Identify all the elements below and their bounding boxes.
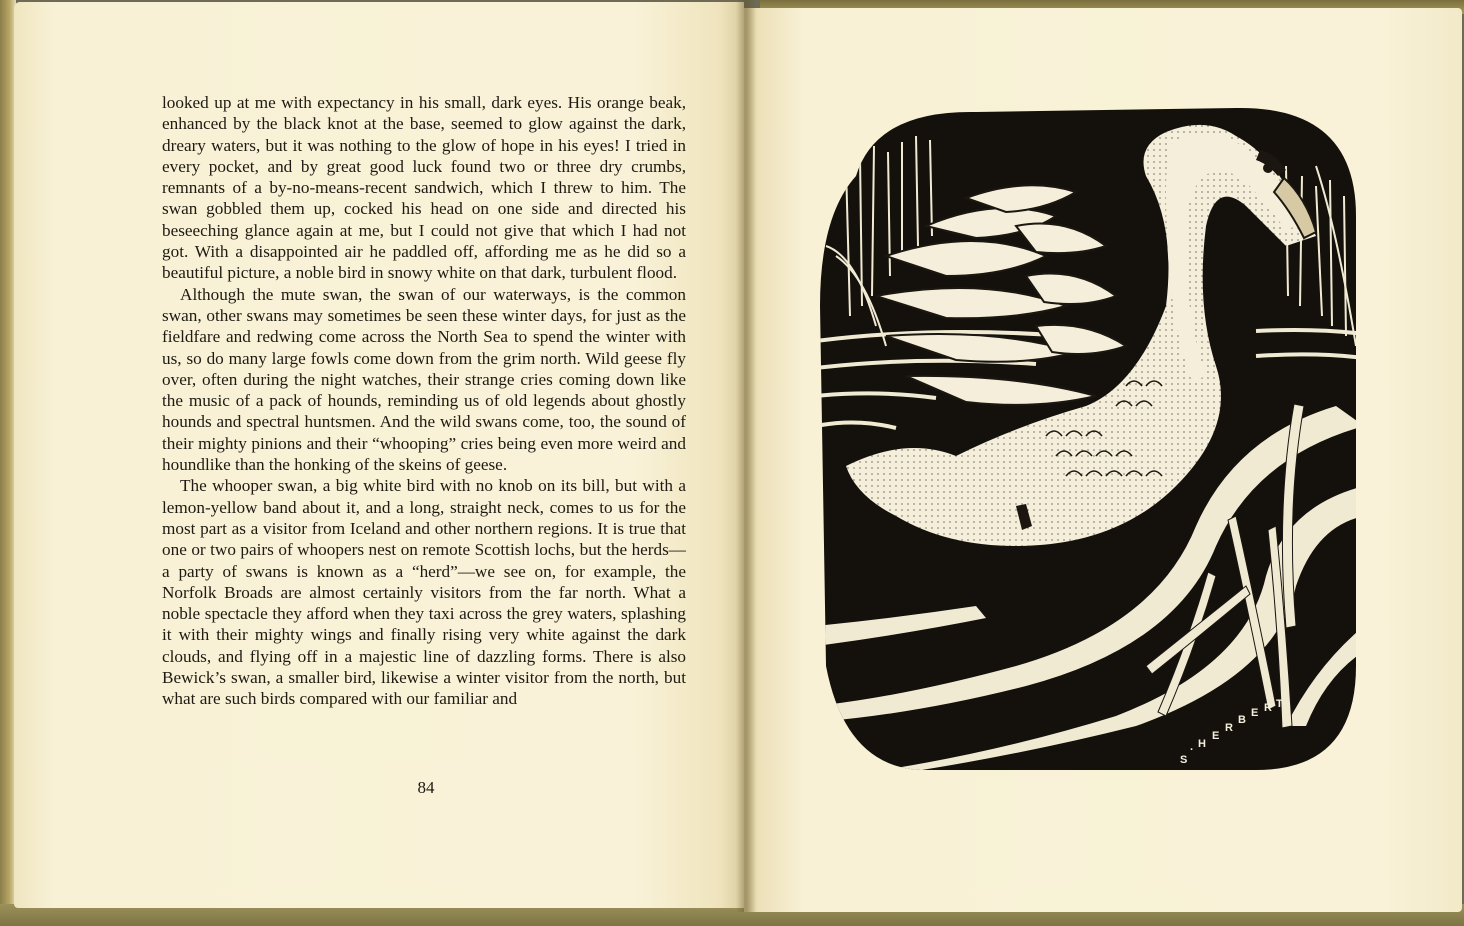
paragraph-1: looked up at me with expectancy in his small, dark eyes. His orange beak, enhanced by the black knot at the base, seemed to glow against the dark, dreary waters, but it was nothing to the glow of hope in his eyes! I tried in every pocket, and by great good luck found two or three dry crumbs, remnants of a by-no-means-recent sandwich, which I threw to him. The swan gobbled them up, cocked his head on one side and directed his beseeching glance again at me, but I could not give that which I had not got. With a disappointed air he paddled off, affording me as he did so a beautiful picture, a noble bird in snowy white on that dark, turbulent flood. — [162, 93, 686, 283]
page-number: 84 — [417, 778, 435, 797]
swan-illustration — [816, 106, 1364, 774]
artist-signature: S · H E R B E R T — [1180, 698, 1283, 766]
paragraph-3: The whooper swan, a big white bird with no knob on its bill, but with a lemon-yellow band about it, and a long, straight neck, comes to us for the most part as a visitor from Iceland and other northern regions. It is true that one or two pairs of whoopers nest on remote Scottish lochs, but the herds—a party of swans is known as a “herd”—we see on, for example, the Norfolk Broads are almost certainly visitors from the far north. What a noble spectacle they afford when they taxi across the grey waters, splashing it with their mighty wings and finally rising very white against the dark clouds, and flying off in a majestic line of dazzling forms. There is also Bewick’s swan, a smaller bird, likewise a winter visitor from the north, but what are such birds compared with our familiar and — [162, 476, 686, 709]
book-gutter — [736, 0, 756, 912]
paragraph-2: Although the mute swan, the swan of our waterways, is the common swan, other swans may sometimes be seen these winter days, for just as the fieldfare and redwing come across the North Sea to spend the winter with us, so do many large fowls come down from the grim north. Wild geese fly over, often during the night watches, their strange cries coming down like the music of a pack of hounds, reminding us of old legends about ghostly hounds and spectral huntsmen. And the wild swans come, too, the sound of their mighty pinions and their “whooping” cries being even more weird and houndlike than the honking of the skeins of geese. — [162, 284, 686, 475]
swan-engraving-icon — [816, 106, 1364, 774]
body-text — [162, 92, 686, 710]
left-page — [14, 2, 744, 908]
right-page — [744, 8, 1462, 912]
